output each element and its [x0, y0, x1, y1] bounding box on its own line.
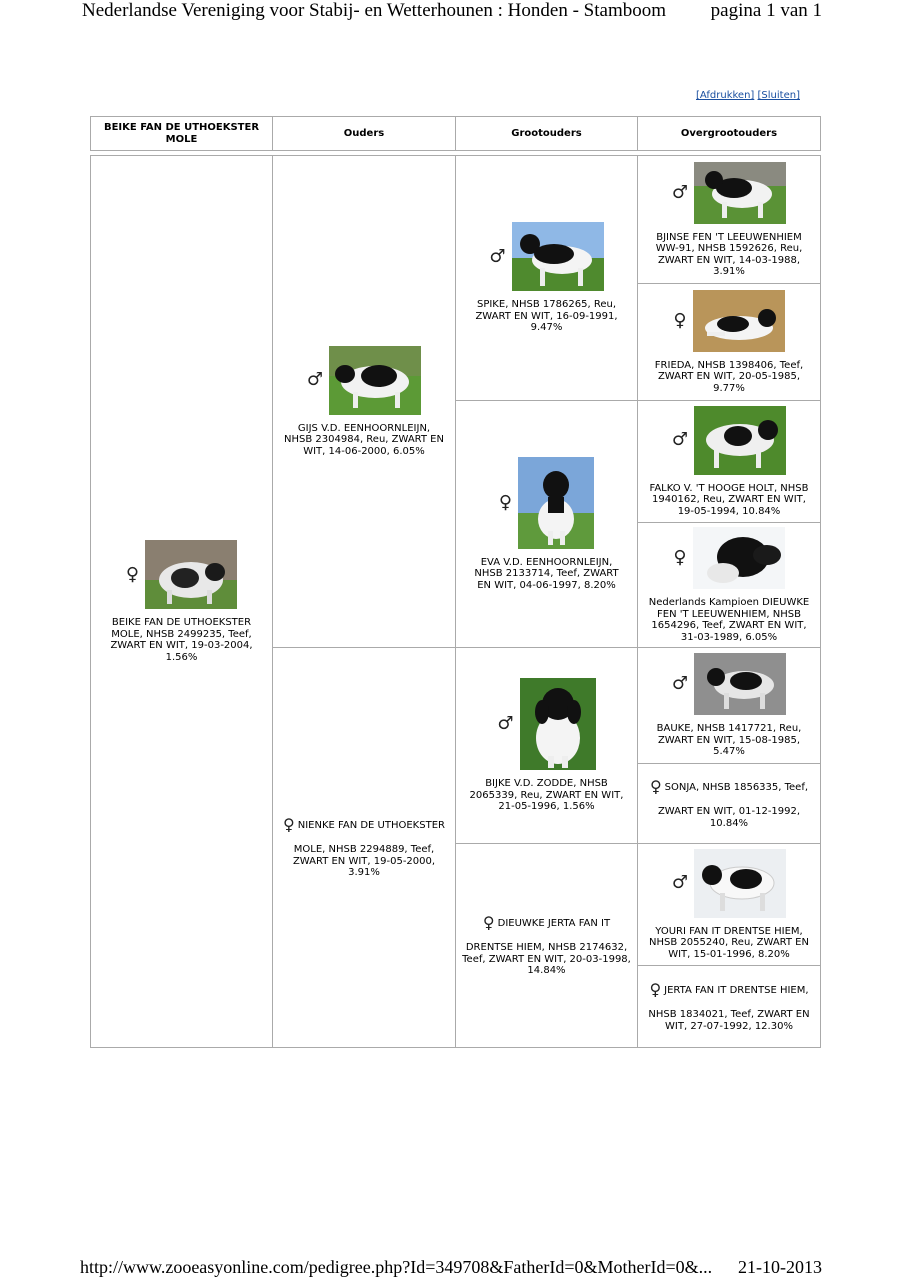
- pedigree-cell-great-grandfather-1[interactable]: [638, 156, 820, 284]
- female-icon: ♀: [283, 815, 295, 835]
- column-header-parents: Ouders: [273, 117, 456, 150]
- pedigree-cell-great-grandmother-2[interactable]: [638, 523, 820, 648]
- pedigree-cell-great-grandfather-3[interactable]: [638, 648, 820, 764]
- dog-info: BIJKE V.D. ZODDE, NHSB 2065339, Reu, ZWART EN WIT, 21-05-1996, 1.56%: [469, 778, 624, 813]
- pedigree-cell-great-grandfather-2[interactable]: [638, 401, 820, 523]
- page-header-title: Nederlandse Vereniging voor Stabij- en Wetterhounen : Honden - Stamboom: [82, 0, 666, 21]
- column-header-subject: BEIKE FAN DE UTHOEKSTER MOLE: [91, 117, 273, 150]
- dog-info: FRIEDA, NHSB 1398406, Teef, ZWART EN WIT, 20-05-1985, 9.77%: [654, 359, 804, 394]
- dog-photo: [693, 290, 785, 352]
- dog-info: BAUKE, NHSB 1417721, Reu, ZWART EN WIT, 15-08-1985, 5.47%: [656, 723, 802, 758]
- page-footer-date: 21-10-2013: [738, 1257, 822, 1277]
- action-links: [696, 90, 800, 101]
- page-number: pagina 1 van 1: [710, 0, 822, 21]
- dog-photo: [520, 678, 596, 770]
- dog-photo: [145, 540, 237, 609]
- dog-info: FALKO V. 'T HOOGE HOLT, NHSB 1940162, Reu, ZWART EN WIT, 19-05-1994, 10.84%: [649, 482, 809, 517]
- female-icon: ♀: [498, 491, 513, 513]
- pedigree-cell-great-grandmother-4[interactable]: [638, 966, 820, 1047]
- dog-info-continued: MOLE, NHSB 2294889, Teef, ZWART EN WIT, 19-05-2000, 3.91%: [292, 844, 436, 879]
- dog-info-continued: NHSB 1834021, Teef, ZWART EN WIT, 27-07-1992, 12.30%: [648, 1009, 810, 1032]
- close-link[interactable]: [Sluiten]: [757, 90, 800, 101]
- male-icon: ♂: [489, 245, 506, 267]
- dog-photo: [693, 527, 785, 589]
- dog-info-continued: ZWART EN WIT, 01-12-1992, 10.84%: [657, 806, 801, 829]
- dog-info: JERTA FAN IT DRENTSE HIEM,: [664, 985, 809, 996]
- female-icon: ♀: [649, 980, 662, 999]
- pedigree-cell-father[interactable]: [273, 156, 456, 648]
- female-icon: ♀: [649, 777, 662, 796]
- page-footer-url: http://www.zooeasyonline.com/pedigree.php?Id=349708&FatherId=0&MotherId=0&...: [80, 1257, 713, 1277]
- dog-info: NIENKE FAN DE UTHOEKSTER: [297, 820, 445, 832]
- dog-info: Nederlands Kampioen DIEUWKE FEN 'T LEEUWENHIEM, NHSB 1654296, Teef, ZWART EN WIT, 31-03-1989, 6.05%: [648, 597, 810, 643]
- dog-info: SONJA, NHSB 1856335, Teef,: [664, 782, 809, 793]
- dog-photo: [512, 222, 604, 291]
- print-link[interactable]: [Afdrukken]: [696, 90, 755, 101]
- pedigree-cell-grandfather-maternal[interactable]: [456, 648, 638, 844]
- dog-info: BJINSE FEN 'T LEEUWENHIEM WW-91, NHSB 1592626, Reu, ZWART EN WIT, 14-03-1988, 3.91%: [655, 231, 803, 277]
- dog-info: GIJS V.D. EENHOORNLEIJN, NHSB 2304984, Reu, ZWART EN WIT, 14-06-2000, 6.05%: [284, 422, 444, 457]
- pedigree-cell-great-grandfather-4[interactable]: [638, 844, 820, 966]
- dog-photo: [694, 406, 786, 475]
- male-icon: ♂: [671, 429, 689, 451]
- pedigree-cell-great-grandmother-3[interactable]: [638, 764, 820, 844]
- dog-info: YOURI FAN IT DRENTSE HIEM, NHSB 2055240, Reu, ZWART EN WIT, 15-01-1996, 8.20%: [649, 925, 809, 960]
- pedigree-cell-mother[interactable]: [273, 648, 456, 1047]
- column-header-grandparents: Grootouders: [456, 117, 638, 150]
- female-icon: ♀: [673, 309, 687, 331]
- dog-photo: [329, 346, 421, 415]
- dog-info-continued: DRENTSE HIEM, NHSB 2174632, Teef, ZWART EN WIT, 20-03-1998, 14.84%: [462, 942, 631, 977]
- male-icon: ♂: [671, 181, 689, 203]
- female-icon: ♀: [673, 547, 687, 568]
- male-icon: ♂: [497, 713, 514, 735]
- pedigree-cell-grandmother-maternal[interactable]: [456, 844, 638, 1047]
- pedigree-table: [90, 155, 821, 1048]
- male-icon: ♂: [671, 673, 689, 695]
- dog-photo: [694, 162, 786, 224]
- pedigree-cell-grandmother-paternal[interactable]: [456, 401, 638, 648]
- male-icon: ♂: [671, 872, 689, 894]
- dog-photo: [518, 457, 594, 549]
- dog-photo: [694, 849, 786, 918]
- dog-info: DIEUWKE JERTA FAN IT: [497, 918, 611, 930]
- female-icon: ♀: [482, 913, 495, 933]
- pedigree-subject-cell[interactable]: [91, 156, 273, 1047]
- pedigree-cell-great-grandmother-1[interactable]: [638, 284, 820, 401]
- dog-info: BEIKE FAN DE UTHOEKSTER MOLE, NHSB 2499235, Teef, ZWART EN WIT, 19-03-2004, 1.56%: [110, 617, 253, 663]
- dog-info: EVA V.D. EENHOORNLEIJN, NHSB 2133714, Teef, ZWART EN WIT, 04-06-1997, 8.20%: [474, 556, 619, 591]
- pedigree-cell-grandfather-paternal[interactable]: [456, 156, 638, 401]
- male-icon: ♂: [306, 369, 324, 391]
- female-icon: ♀: [125, 563, 140, 585]
- dog-info: SPIKE, NHSB 1786265, Reu, ZWART EN WIT, 16-09-1991, 9.47%: [475, 299, 618, 334]
- dog-photo: [694, 653, 786, 715]
- pedigree-header-row: [90, 116, 821, 151]
- column-header-great-grandparents: Overgrootouders: [680, 127, 778, 139]
